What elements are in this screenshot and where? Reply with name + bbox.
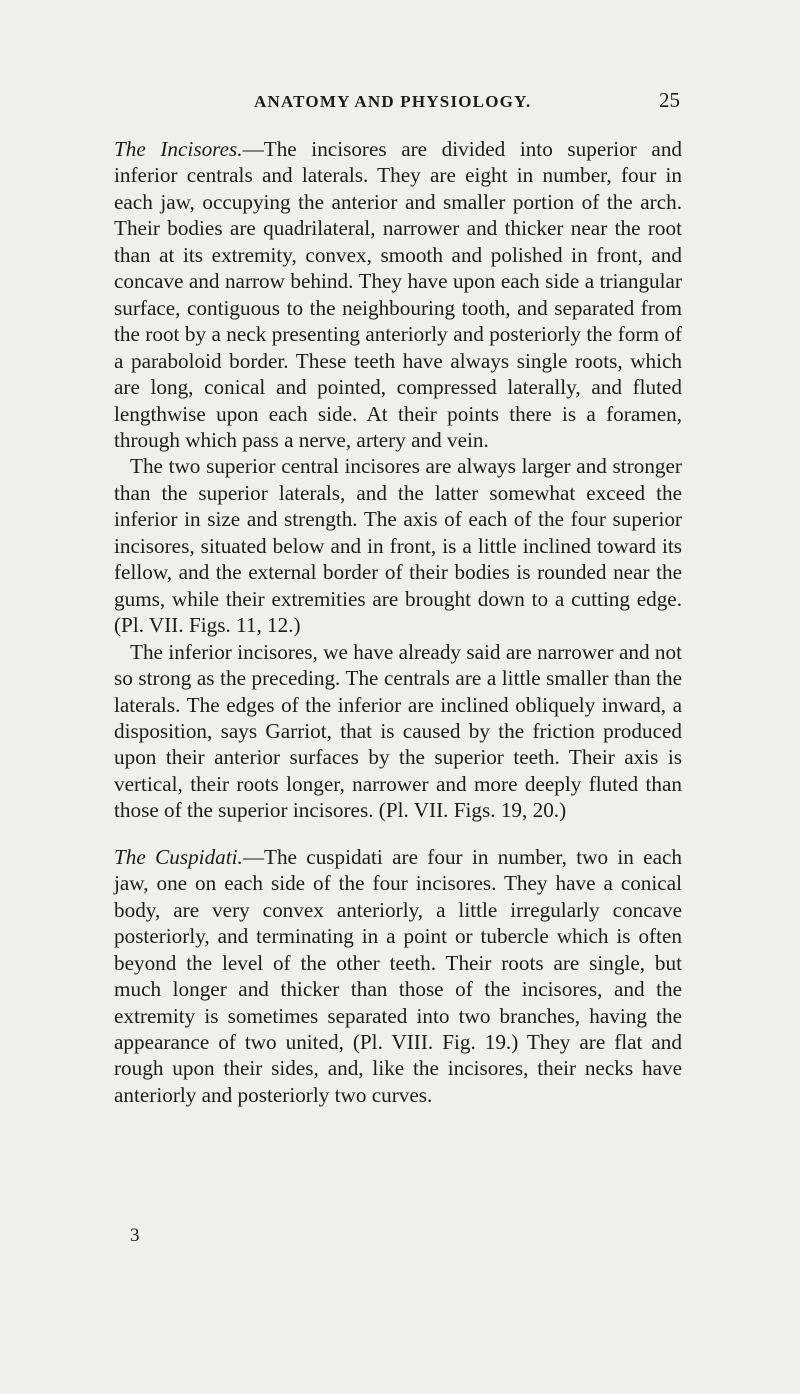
page-number: 25 <box>659 88 680 112</box>
signature-mark: 3 <box>130 1225 140 1246</box>
paragraph-cuspidati-intro <box>114 844 682 1109</box>
body-text <box>114 136 682 1108</box>
paragraph-text: —The incisores are divided into superior and inferior centrals and laterals. They are eight in number, four in each jaw, occupying the anterior and smaller portion of the arch. Their bodies are quadrilateral, narrower and thicker near the root than at its extremity, convex, smooth and polished in front, and concave and narrow behind. They have upon each side a triangular surface, contiguous to the neighbouring tooth, and separated from the root by a neck presenting anteriorly and posteriorly the form of a paraboloid border. These teeth have always single roots, which are long, conical and pointed, compressed laterally, and fluted lengthwise upon each side. At their points there is a foramen, through which pass a nerve, artery and vein. <box>114 137 683 452</box>
running-title: ANATOMY AND PHYSIOLOGY. <box>254 92 532 111</box>
section-heading-cuspidati: The Cuspidati. <box>114 844 243 869</box>
section-heading-incisores: The Incisores. <box>114 137 243 161</box>
paragraph-text: —The cuspidati are four in number, two in each jaw, one on each side of the four incisores. They have a conical body, are very convex anteriorly, a little irregularly concave posteriorly, and terminating in a point or tubercle which is often beyond the level of the other teeth. Their roots are single, but much longer and thicker than those of the incisores, and the extremity is sometimes separated into two branches, having the appearance of two united, (Pl. VIII. Fig. 19.) They are flat and rough upon their sides, and, like the incisores, their necks have anteriorly and posteriorly two curves. <box>114 844 682 1107</box>
paragraph-inferior-incisores: The inferior incisores, we have already said are narrower and not so strong as the preceding. The centrals are a little smaller than the laterals. The edges of the inferior are inclined obliquely inward, a disposition, says Garriot, that is caused by the friction produced upon their anterior surfaces by the superior teeth. Their axis is vertical, their roots longer, narrower and more deeply fluted than those of the superior incisores. (Pl. VII. Figs. 19, 20.) <box>114 639 682 823</box>
paragraph-superior-incisores: The two superior central incisores are always larger and stronger than the superior laterals, and the latter somewhat exceed the inferior in size and strength. The axis of each of the four superior incisores, situated below and in front, is a little inclined toward its fellow, and the external border of their bodies is rounded near the gums, while their extremities are brought down to a cutting edge. (Pl. VII. Figs. 11, 12.) <box>114 454 682 638</box>
paragraph-incisores-intro <box>114 136 682 453</box>
running-head <box>254 88 680 116</box>
